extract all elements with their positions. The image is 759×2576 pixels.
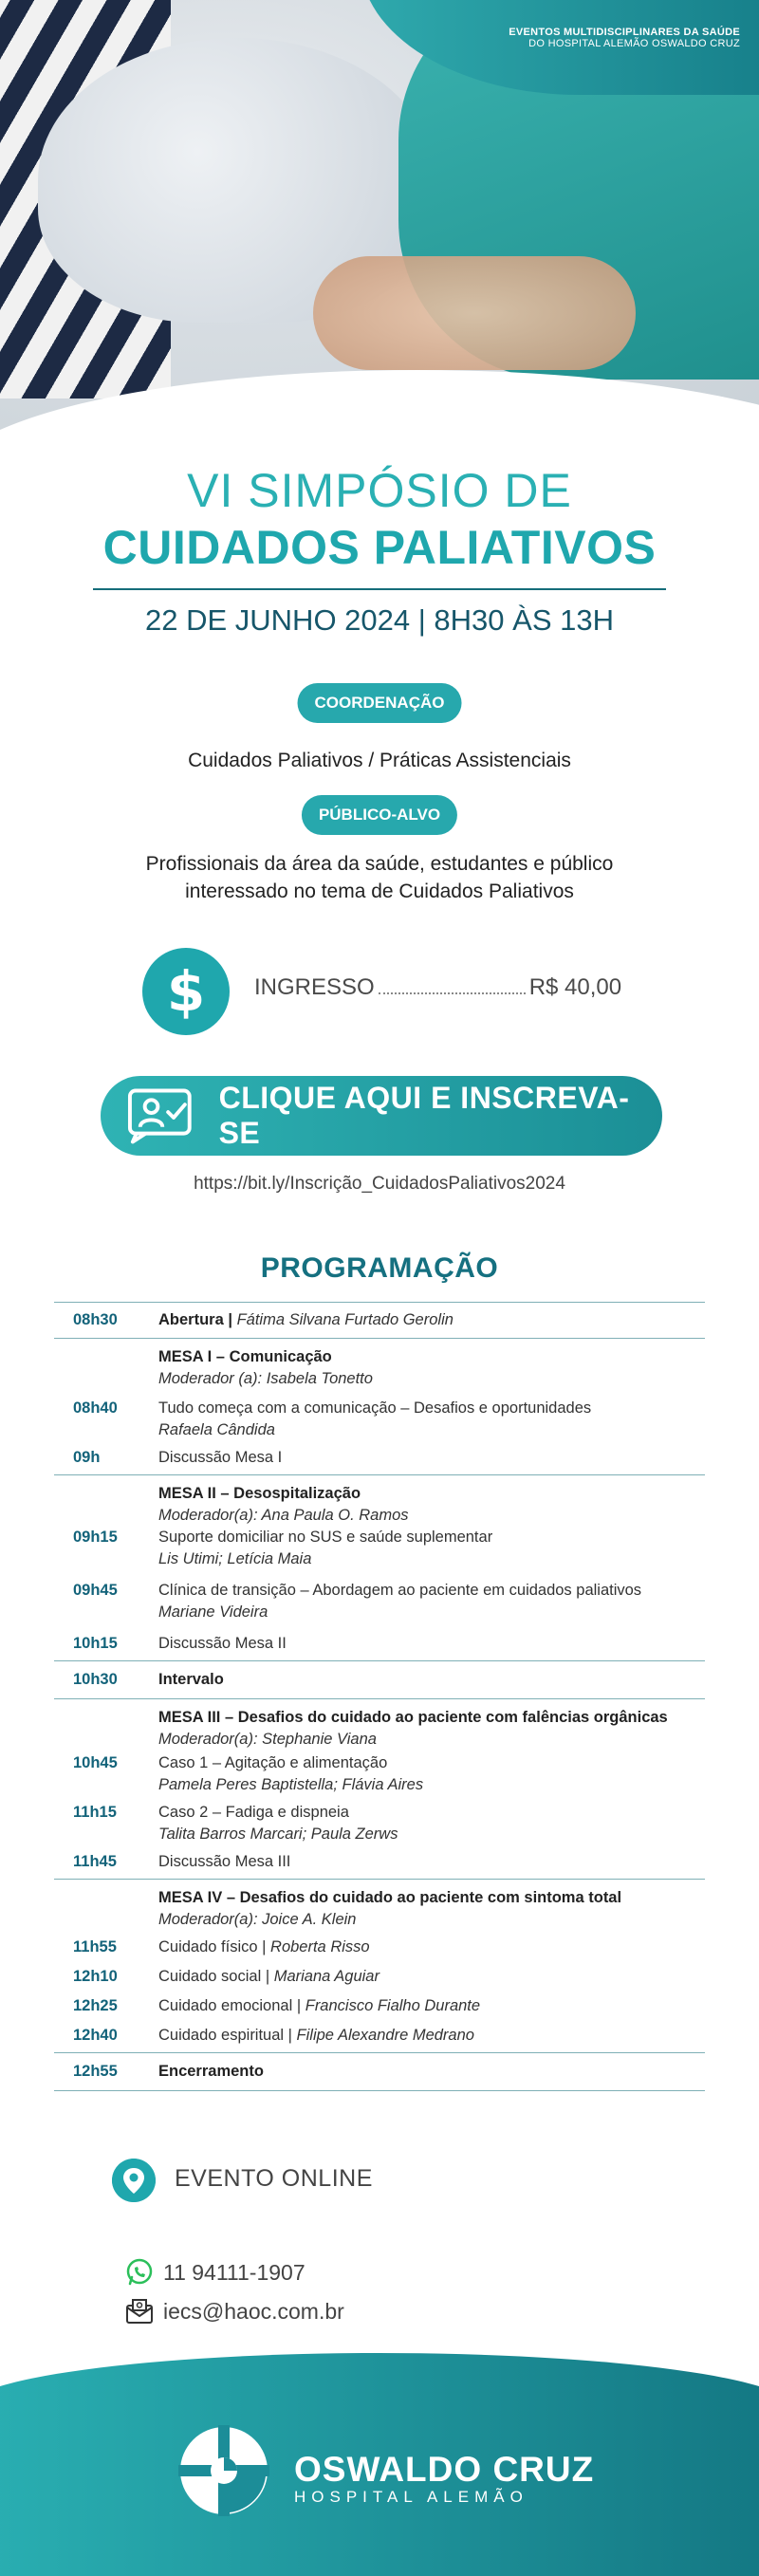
table-row: 09h45 Clínica de transição – Abordagem ao paciente em cuidados paliativos Mariane Videira: [73, 1582, 642, 1621]
event-title-line-1: VI SIMPÓSIO DE: [187, 464, 572, 517]
email-contact[interactable]: [125, 2297, 344, 2326]
banner-line-1: EVENTOS MULTIDISCIPLINARES DA SAÚDE: [509, 27, 740, 38]
table-row: 09h15 Suporte domiciliar no SUS e saúde suplementar Lis Utimi; Letícia Maia: [73, 1529, 493, 1567]
oswaldo-cruz-logo-icon: [176, 2423, 271, 2518]
mesa-2-block: [54, 1475, 705, 1660]
program-table: [54, 1302, 705, 2091]
mesa-1-block: [54, 1339, 705, 1474]
price-value: R$ 40,00: [528, 974, 622, 1000]
brand-subtitle: HOSPITAL ALEMÃO: [294, 2488, 528, 2506]
table-row: 12h55 Encerramento: [73, 2063, 264, 2080]
table-row: 10h15 Discussão Mesa II: [73, 1635, 287, 1652]
title-divider: [93, 588, 666, 590]
location-pin-icon: [112, 2159, 156, 2202]
mesa-2-title: MESA II – Desospitalização: [158, 1485, 361, 1502]
hero-holding-hands: [313, 256, 636, 370]
header-banner-text: [509, 27, 740, 49]
footer-logo-text: [294, 2450, 594, 2507]
registration-link[interactable]: https://bit.ly/Inscrição_CuidadosPaliativos2024: [194, 1174, 565, 1194]
event-date: 22 DE JUNHO 2024 | 8H30 ÀS 13H: [145, 603, 614, 637]
price-dotted-leader: [379, 975, 526, 994]
coordenacao-value: Cuidados Paliativos / Práticas Assistenciais: [188, 750, 571, 771]
mesa-3-moderator: Moderador(a): Stephanie Viana: [158, 1731, 377, 1748]
phone-number: 11 94111-1907: [163, 2259, 305, 2285]
table-row: 12h10 Cuidado social | Mariana Aguiar: [73, 1968, 380, 1985]
hero-image: [0, 0, 759, 455]
price-label: INGRESSO: [254, 974, 375, 1000]
publico-alvo-line-2: interessado no tema de Cuidados Paliativos: [185, 880, 574, 902]
mesa-3-block: [54, 1699, 705, 1879]
table-row: 11h55 Cuidado físico | Roberta Risso: [73, 1938, 370, 1955]
table-row: 12h25 Cuidado emocional | Francisco Fialho Durante: [73, 1997, 481, 2014]
mesa-4-moderator: Moderador(a): Joice A. Klein: [158, 1911, 357, 1928]
event-location: EVENTO ONLINE: [175, 2165, 373, 2192]
phone-contact[interactable]: [125, 2258, 305, 2287]
mesa-4-block: [54, 1880, 705, 2052]
table-row: 12h40 Cuidado espiritual | Filipe Alexandre Medrano: [73, 2027, 474, 2044]
coordenacao-badge: COORDENAÇÃO: [298, 683, 462, 723]
register-button-label: CLIQUE AQUI E INSCREVA-SE: [218, 1081, 630, 1150]
registration-icon: [127, 1087, 196, 1144]
email-address: iecs@haoc.com.br: [163, 2298, 344, 2324]
table-row: 11h45 Discussão Mesa III: [73, 1853, 291, 1870]
register-button[interactable]: [101, 1076, 662, 1156]
mesa-1-moderator: Moderador (a): Isabela Tonetto: [158, 1370, 373, 1387]
mesa-1-title: MESA I – Comunicação: [158, 1348, 332, 1365]
brand-name: OSWALDO CRUZ: [294, 2450, 595, 2489]
table-row: 08h40 Tudo começa com a comunicação – Desafios e oportunidades Rafaela Cândida: [73, 1399, 592, 1438]
event-title-line-2: CUIDADOS PALIATIVOS: [102, 521, 657, 574]
publico-alvo-badge: PÚBLICO-ALVO: [302, 795, 457, 835]
table-row: 10h45 Caso 1 – Agitação e alimentação Pamela Peres Baptistella; Flávia Aires: [73, 1754, 424, 1793]
mesa-2-moderator: Moderador(a): Ana Paula O. Ramos: [158, 1507, 409, 1524]
table-row: 08h30 Abertura | Fátima Silvana Furtado Gerolin: [73, 1311, 454, 1328]
mesa-3-title: MESA III – Desafios do cuidado ao paciente com falências orgânicas: [158, 1709, 668, 1726]
table-row: 11h15 Caso 2 – Fadiga e dispneia Talita Barros Marcari; Paula Zerws: [73, 1804, 398, 1843]
price-row: [254, 974, 634, 1007]
dollar-icon: $: [142, 948, 230, 1035]
email-icon: [125, 2297, 154, 2326]
table-row: 09h Discussão Mesa I: [73, 1449, 283, 1466]
whatsapp-icon: [125, 2258, 154, 2287]
mesa-4-title: MESA IV – Desafios do cuidado ao paciente com sintoma total: [158, 1889, 622, 1906]
publico-alvo-line-1: Profissionais da área da saúde, estudantes e público: [145, 853, 614, 875]
table-row: 10h30 Intervalo: [73, 1671, 224, 1688]
program-title: PROGRAMAÇÃO: [260, 1252, 499, 1284]
banner-line-2: DO HOSPITAL ALEMÃO OSWALDO CRUZ: [528, 38, 740, 49]
